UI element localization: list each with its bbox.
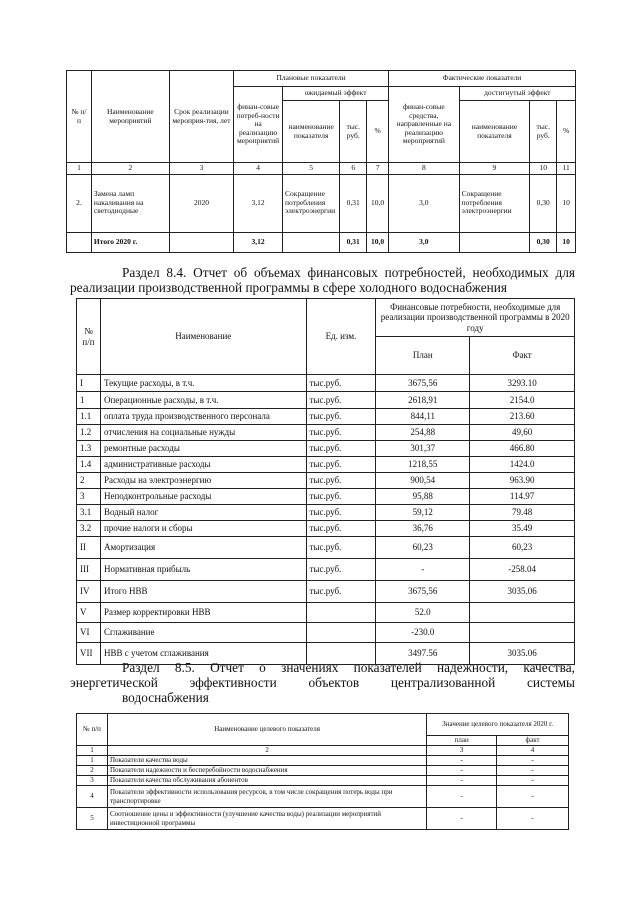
row-unit <box>306 623 376 643</box>
row-fact: 79.48 <box>470 505 575 521</box>
row-no: 1.2 <box>77 425 101 441</box>
total-rub: 0,31 <box>340 232 367 252</box>
row-term: 2020 <box>169 174 233 232</box>
row-fact: - <box>497 766 569 776</box>
row-no: 5 <box>77 808 108 830</box>
row-fact: 2154.0 <box>470 392 575 409</box>
row-unit: тыс.руб. <box>306 409 376 425</box>
col-num: 6 <box>340 163 367 175</box>
row-unit: тыс.руб. <box>306 521 376 537</box>
row-plan: 3675,56 <box>376 581 470 603</box>
col-num: 1 <box>77 746 108 756</box>
table-row <box>77 425 575 441</box>
row-plan: 3675,56 <box>376 375 470 392</box>
rub-header: тыс. руб. <box>340 101 367 163</box>
row-fact: 963.90 <box>470 473 575 489</box>
total-fin: 3,12 <box>234 232 283 252</box>
financial-needs-table <box>76 298 575 665</box>
row-no: 4 <box>77 786 108 808</box>
rub-header-2: тыс. руб. <box>530 101 557 163</box>
section-8-5-title-line1: Раздел 8.5. Отчет о значениях показателей надежности, качества, энергетической эффективности объектов централизованной системы <box>70 660 575 690</box>
row-plan: 844,11 <box>376 409 470 425</box>
col-num: 5 <box>283 163 340 175</box>
table-row <box>77 473 575 489</box>
col-name-header: Наименование целевого показателя <box>107 714 426 746</box>
planned-indicators-header: Плановые показатели <box>234 71 389 87</box>
col-name-header: Наименование мероприятий <box>91 71 169 163</box>
col-num: 8 <box>389 163 460 175</box>
row-plan: -230.0 <box>376 623 470 643</box>
row-name: ремонтные расходы <box>100 441 306 457</box>
row-no: II <box>77 537 101 559</box>
row-no: 2. <box>67 174 92 232</box>
row-plan: 301,37 <box>376 441 470 457</box>
col-plan-header: План <box>376 337 470 375</box>
row-name: Замена ламп накаливания на светодиодные <box>91 174 169 232</box>
row-unit: тыс.руб. <box>306 537 376 559</box>
row-unit <box>306 603 376 623</box>
row-unit: тыс.руб. <box>306 505 376 521</box>
target-indicators-table <box>76 713 569 830</box>
row-fin: 3,12 <box>234 174 283 232</box>
col-unit-header: Ед. изм. <box>306 299 376 375</box>
row-rub: 0,31 <box>340 174 367 232</box>
row-plan: - <box>427 776 497 786</box>
row-no: VI <box>77 623 101 643</box>
row-name: Амортизация <box>100 537 306 559</box>
table-body <box>77 756 569 830</box>
row-name: Расходы на электроэнергию <box>100 473 306 489</box>
row-plan: - <box>376 559 470 581</box>
row-name: Текущие расходы, в т.ч. <box>100 375 306 392</box>
row-unit: тыс.руб. <box>306 559 376 581</box>
col-value-header: Значение целевого показателя 2020 г. <box>427 714 569 736</box>
col-financial-needs-header: Финансовые потребности, необходимые для реализации производственной программы в 2020 году <box>376 299 575 337</box>
row-unit: тыс.руб. <box>306 375 376 392</box>
row-no: 2 <box>77 473 101 489</box>
col-num: 11 <box>557 163 576 175</box>
row-name: Сглаживание <box>100 623 306 643</box>
col-num: 1 <box>67 163 92 175</box>
row-fact: - <box>497 786 569 808</box>
row-fact: -258.04 <box>470 559 575 581</box>
table-row <box>77 766 569 776</box>
section-8-4-title: Раздел 8.4. Отчет об объемах финансовых потребностей, необходимых для реализации производственной программы в сфере холодного водоснабжения <box>70 265 575 295</box>
col-num: 2 <box>107 746 426 756</box>
plan-fin-header: финан-совые потреб-ности на реализацию мероприятий <box>234 87 283 163</box>
row-plan: 3497.56 <box>376 643 470 665</box>
table-row <box>77 776 569 786</box>
row-fact: - <box>497 776 569 786</box>
table-row <box>77 409 575 425</box>
table-row <box>77 559 575 581</box>
measures-table <box>66 70 576 253</box>
row-fact: 466.80 <box>470 441 575 457</box>
row-no: 3 <box>77 489 101 505</box>
table-row <box>77 808 569 830</box>
pct-header-2: % <box>557 101 576 163</box>
row-plan: - <box>427 786 497 808</box>
table-row <box>77 786 569 808</box>
indicator-name-header-2: наименование показателя <box>459 101 530 163</box>
row-unit: тыс.руб. <box>306 581 376 603</box>
col-num: 4 <box>234 163 283 175</box>
table-row <box>67 174 576 232</box>
row-plan: 95,88 <box>376 489 470 505</box>
row-no: 1.1 <box>77 409 101 425</box>
indicator-name-header: наименование показателя <box>283 101 340 163</box>
row-no: 3 <box>77 776 108 786</box>
table-row <box>77 375 575 392</box>
row-no: IV <box>77 581 101 603</box>
row-name: Соотношение цены и эффективности (улучшение качества воды) реализации мероприятий инвестиционной программы <box>107 808 426 830</box>
row-plan: 52.0 <box>376 603 470 623</box>
col-fact-header: Факт <box>470 337 575 375</box>
total-actual-pct: 10 <box>557 232 576 252</box>
table-row <box>77 441 575 457</box>
total-row <box>67 232 576 252</box>
row-no: 1.4 <box>77 457 101 473</box>
row-plan: 900,54 <box>376 473 470 489</box>
col-term-header: Срок реализации мероприя-тия, лет <box>169 71 233 163</box>
row-name: Показатели качества обслуживания абонентов <box>107 776 426 786</box>
col-num: 9 <box>459 163 530 175</box>
total-label: Итого 2020 г. <box>91 232 169 252</box>
row-actual-rub: 0,30 <box>530 174 557 232</box>
row-name: Итого НВВ <box>100 581 306 603</box>
pct-header: % <box>367 101 389 163</box>
row-plan: - <box>427 808 497 830</box>
row-plan: 59,12 <box>376 505 470 521</box>
row-plan: 60,23 <box>376 537 470 559</box>
row-fact: 3035.06 <box>470 581 575 603</box>
row-unit: тыс.руб. <box>306 425 376 441</box>
row-no: 2 <box>77 766 108 776</box>
row-plan: 254,88 <box>376 425 470 441</box>
table-row <box>77 505 575 521</box>
row-fact <box>470 623 575 643</box>
column-numbers-row <box>67 163 576 175</box>
actual-indicators-header: Фактические показатели <box>389 71 576 87</box>
row-actual-fin: 3,0 <box>389 174 460 232</box>
table-row <box>77 392 575 409</box>
table-row <box>77 489 575 505</box>
row-fact: 114.97 <box>470 489 575 505</box>
row-name: Водный налог <box>100 505 306 521</box>
row-fact: 1424.0 <box>470 457 575 473</box>
row-name: Размер корректировки НВВ <box>100 603 306 623</box>
row-name: прочие налоги и сборы <box>100 521 306 537</box>
col-num: 2 <box>91 163 169 175</box>
section-8-5-title-line2: водоснабжения <box>122 690 209 705</box>
row-no: III <box>77 559 101 581</box>
col-num: 7 <box>367 163 389 175</box>
col-fact-header: факт <box>497 736 569 746</box>
row-plan: 36,76 <box>376 521 470 537</box>
row-unit: тыс.руб. <box>306 489 376 505</box>
row-name: административные расходы <box>100 457 306 473</box>
row-plan: 1218,55 <box>376 457 470 473</box>
table-row <box>77 756 569 766</box>
table-row <box>77 537 575 559</box>
table-row <box>77 521 575 537</box>
row-fact: 213.60 <box>470 409 575 425</box>
row-fact: 49,60 <box>470 425 575 441</box>
total-pct: 10,0 <box>367 232 389 252</box>
row-name: Показатели надежности и бесперебойности водоснабжения <box>107 766 426 776</box>
col-num: 4 <box>497 746 569 756</box>
row-name: Показатели эффективности использования ресурсов, в том числе сокращения потерь воды при транспортировке <box>107 786 426 808</box>
row-unit: тыс.руб. <box>306 457 376 473</box>
row-no: 3.1 <box>77 505 101 521</box>
row-name: Операционные расходы, в т.ч. <box>100 392 306 409</box>
row-no: V <box>77 603 101 623</box>
row-name: оплата труда производственного персонала <box>100 409 306 425</box>
row-fact: 35.49 <box>470 521 575 537</box>
row-no: 1 <box>77 392 101 409</box>
row-name: отчисления на социальные нужды <box>100 425 306 441</box>
col-plan-header: план <box>427 736 497 746</box>
row-unit: тыс.руб. <box>306 392 376 409</box>
col-num: 3 <box>169 163 233 175</box>
row-plan: 2618,91 <box>376 392 470 409</box>
row-pct: 10,0 <box>367 174 389 232</box>
row-no: VII <box>77 643 101 665</box>
actual-fin-header: финан-совые средства, направленные на реализацию мероприятий <box>389 87 460 163</box>
table-body <box>77 375 575 665</box>
row-name: Неподконтрольные расходы <box>100 489 306 505</box>
row-actual-pct: 10 <box>557 174 576 232</box>
table-row <box>77 623 575 643</box>
total-actual-rub: 0,30 <box>530 232 557 252</box>
row-unit: тыс.руб. <box>306 441 376 457</box>
row-fact: 3293.10 <box>470 375 575 392</box>
row-fact: - <box>497 808 569 830</box>
col-num: 10 <box>530 163 557 175</box>
table-row <box>77 457 575 473</box>
row-name: Нормативная прибыль <box>100 559 306 581</box>
row-achieved-effect: Сокращение потребления электроэнергии <box>459 174 530 232</box>
column-numbers-row <box>77 746 569 756</box>
col-no-header: № п/ п <box>67 71 92 163</box>
col-name-header: Наименование <box>100 299 306 375</box>
row-no: 1.3 <box>77 441 101 457</box>
section-8-5-title <box>70 660 575 705</box>
table-row <box>77 603 575 623</box>
row-fact <box>470 603 575 623</box>
row-fact: - <box>497 756 569 766</box>
row-no: I <box>77 375 101 392</box>
expected-effect-header: ожидаемый эффект <box>283 87 389 101</box>
row-name: Показатели качества воды <box>107 756 426 766</box>
row-no: 3.2 <box>77 521 101 537</box>
row-fact: 3035.06 <box>470 643 575 665</box>
row-name: НВВ с учетом сглаживания <box>100 643 306 665</box>
row-no: 1 <box>77 756 108 766</box>
row-unit: тыс.руб. <box>306 473 376 489</box>
row-plan: - <box>427 756 497 766</box>
col-no-header: № п/п <box>77 299 101 375</box>
achieved-effect-header: достигнутый эффект <box>459 87 575 101</box>
row-fact: 60,23 <box>470 537 575 559</box>
row-effect: Сокращение потребления электроэнергии <box>283 174 340 232</box>
total-actual-fin: 3,0 <box>389 232 460 252</box>
col-num: 3 <box>427 746 497 756</box>
table-row <box>77 581 575 603</box>
row-plan: - <box>427 766 497 776</box>
col-no-header: № п/п <box>77 714 108 746</box>
